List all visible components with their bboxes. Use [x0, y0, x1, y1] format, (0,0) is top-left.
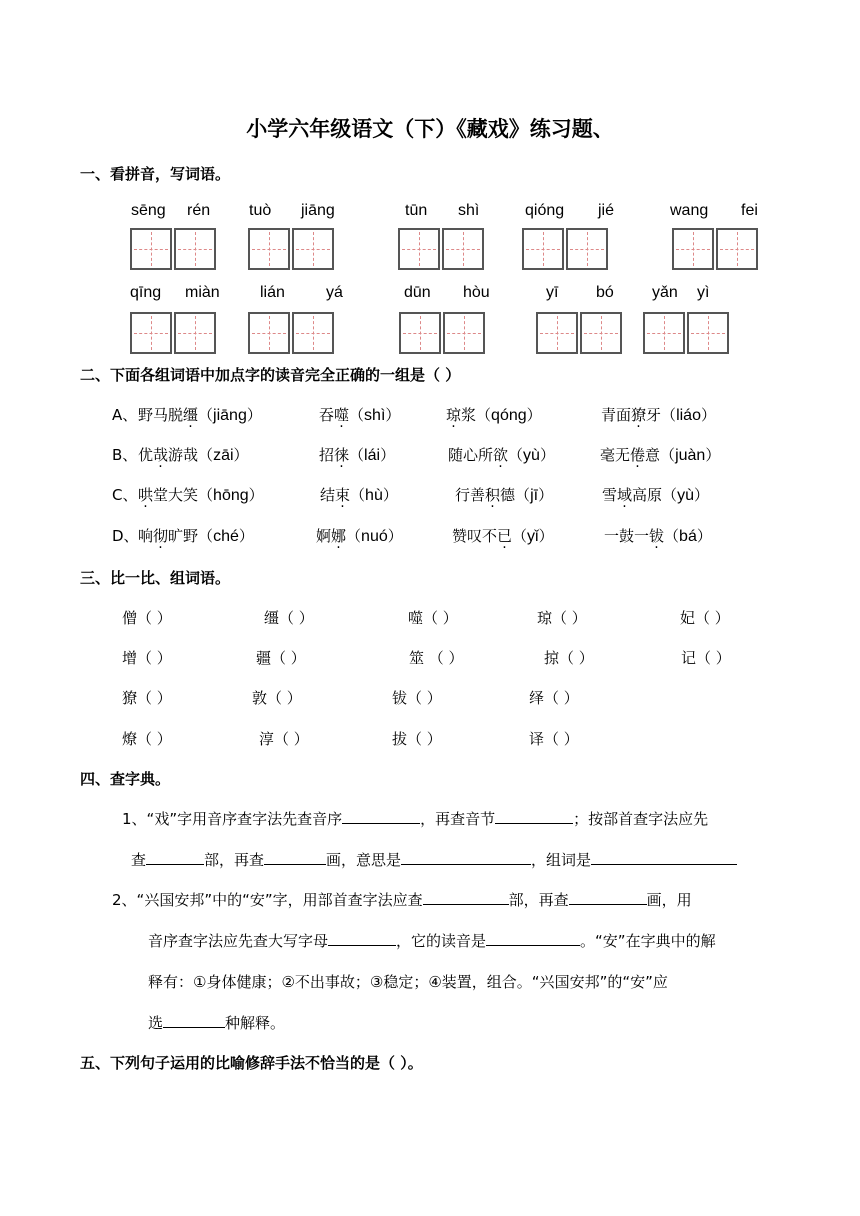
answer-blank[interactable]: [328, 931, 396, 946]
option-a-label: A、: [112, 406, 138, 424]
pinyin: hòu: [463, 284, 490, 301]
option-item: 琼浆（qóng）: [446, 406, 542, 424]
word-item: 筮 （ ）: [409, 649, 464, 667]
answer-blank[interactable]: [486, 931, 580, 946]
word-item: 琼（ ）: [537, 609, 587, 627]
pinyin: yī: [546, 284, 559, 301]
writing-cell[interactable]: [174, 228, 216, 270]
pinyin: shì: [458, 202, 480, 219]
question-4-1-line-1: 1、“戏”字用音序查字法先查音序 ，再查音节 ；按部首查字法应先: [122, 810, 709, 828]
option-d-label: D、: [112, 527, 139, 545]
writing-cell[interactable]: [442, 228, 484, 270]
writing-cell[interactable]: [580, 312, 622, 354]
word-item: 译（ ）: [529, 730, 579, 748]
pinyin: rén: [187, 202, 211, 219]
writing-cell[interactable]: [398, 228, 440, 270]
writing-cell[interactable]: [130, 228, 172, 270]
question-4-1-line-2: 查 部，再查 画，意思是 ，组词是: [131, 849, 737, 870]
pinyin: yǎn: [652, 284, 678, 301]
writing-box-group[interactable]: [130, 228, 218, 270]
option-item: 吞噬（shì）: [319, 406, 401, 424]
question-4-2-line-1: 2、“兴国安邦”中的“安”字，用部首查字法应查 部，再查 画，用: [112, 891, 692, 909]
writing-cell[interactable]: [248, 228, 290, 270]
word-item: 增（ ）: [122, 649, 172, 667]
option-item: 婀娜（nuó）: [316, 527, 403, 545]
word-item: 妃（ ）: [680, 609, 730, 627]
writing-cell[interactable]: [292, 312, 334, 354]
writing-box-group[interactable]: [672, 228, 760, 270]
writing-box-group[interactable]: [536, 312, 624, 354]
answer-blank[interactable]: [591, 850, 737, 865]
writing-box-group[interactable]: [399, 312, 487, 354]
option-item: 雪域高原（yù）: [602, 486, 709, 504]
pinyin: jié: [598, 202, 615, 219]
section-4-heading: 四、查字典。: [80, 770, 171, 788]
answer-blank[interactable]: [264, 850, 326, 865]
word-item: 獠（ ）: [122, 689, 172, 707]
option-item: 招徕（lái）: [319, 446, 396, 464]
writing-cell[interactable]: [130, 312, 172, 354]
section-1-heading: 一、看拼音，写词语。: [80, 165, 231, 183]
option-item: 毫无倦意（juàn）: [600, 446, 721, 464]
writing-box-group[interactable]: [248, 228, 336, 270]
writing-cell[interactable]: [443, 312, 485, 354]
writing-cell[interactable]: [292, 228, 334, 270]
option-item: 赞叹不已（yǐ）: [452, 527, 554, 545]
pinyin: yì: [697, 284, 710, 301]
option-item: 青面獠牙（liáo）: [601, 406, 716, 424]
pinyin: qīng: [130, 284, 162, 301]
pinyin: tuò: [249, 202, 272, 219]
option-item: 优哉游哉（zāi）: [138, 446, 249, 464]
word-item: 掠（ ）: [544, 649, 594, 667]
writing-cell[interactable]: [174, 312, 216, 354]
option-b-label: B、: [112, 446, 138, 464]
question-4-2-line-2: 音序查字法应先查大写字母 ，它的读音是 。“安”在字典中的解: [148, 932, 716, 950]
word-item: 拔（ ）: [392, 730, 442, 748]
writing-cell[interactable]: [716, 228, 758, 270]
pinyin: jiāng: [301, 202, 335, 219]
option-c-label: C、: [112, 486, 138, 504]
word-item: 疆（ ）: [256, 649, 306, 667]
word-item: 记（ ）: [681, 649, 731, 667]
word-item: 噬（ ）: [408, 609, 458, 627]
writing-box-group[interactable]: [522, 228, 610, 270]
question-4-2-line-4: 选 种解释。: [148, 1014, 286, 1032]
word-item: 敦（ ）: [252, 689, 302, 707]
option-item: 响彻旷野（ché）: [138, 527, 254, 545]
answer-blank[interactable]: [423, 890, 509, 905]
writing-cell[interactable]: [643, 312, 685, 354]
writing-cell[interactable]: [522, 228, 564, 270]
writing-box-group[interactable]: [643, 312, 731, 354]
pinyin: sēng: [131, 202, 166, 219]
pinyin: yá: [326, 284, 343, 301]
option-item: 结束（hù）: [320, 486, 398, 504]
writing-box-group[interactable]: [130, 312, 218, 354]
pinyin: lián: [260, 284, 285, 301]
section-3-heading: 三、比一比、组词语。: [80, 569, 231, 587]
section-2-heading: 二、下面各组词语中加点字的读音完全正确的一组是（ ）: [80, 366, 461, 384]
word-item: 钹（ ）: [392, 689, 442, 707]
option-item: 哄堂大笑（hōng）: [138, 486, 264, 504]
page-title: 小学六年级语文（下）《藏戏》练习题、: [246, 117, 614, 141]
pinyin: miàn: [185, 284, 220, 301]
answer-blank[interactable]: [401, 850, 531, 865]
pinyin: wang: [670, 202, 709, 219]
pinyin: tūn: [405, 202, 428, 219]
section-5-heading: 五、下列句子运用的比喻修辞手法不恰当的是（ ）。: [80, 1054, 423, 1072]
pinyin: qióng: [525, 202, 565, 219]
writing-cell[interactable]: [672, 228, 714, 270]
pinyin: dūn: [404, 284, 431, 301]
writing-cell[interactable]: [687, 312, 729, 354]
pinyin: fei: [741, 202, 758, 219]
option-item: 野马脱缰（jiāng）: [138, 406, 262, 424]
writing-cell[interactable]: [566, 228, 608, 270]
pinyin: bó: [596, 284, 614, 301]
answer-blank[interactable]: [163, 1013, 225, 1028]
word-item: 淳（ ）: [259, 730, 309, 748]
writing-box-group[interactable]: [248, 312, 336, 354]
word-item: 燎（ ）: [122, 730, 172, 748]
writing-cell[interactable]: [248, 312, 290, 354]
option-item: 行善积德（jī）: [455, 486, 554, 504]
answer-blank[interactable]: [569, 890, 647, 905]
word-item: 缰（ ）: [264, 609, 314, 627]
question-4-2-line-3: 释有：①身体健康；②不出事故；③稳定；④装置，组合。“兴国安邦”的“安”应: [148, 973, 668, 991]
option-item: 随心所欲（yù）: [448, 446, 555, 464]
writing-box-group[interactable]: [398, 228, 486, 270]
answer-blank[interactable]: [146, 850, 204, 865]
word-item: 僧（ ）: [122, 609, 172, 627]
writing-cell[interactable]: [536, 312, 578, 354]
option-item: 一鼓一钹（bá）: [604, 527, 712, 545]
answer-blank[interactable]: [342, 809, 420, 824]
answer-blank[interactable]: [495, 809, 573, 824]
writing-cell[interactable]: [399, 312, 441, 354]
word-item: 绎（ ）: [529, 689, 579, 707]
